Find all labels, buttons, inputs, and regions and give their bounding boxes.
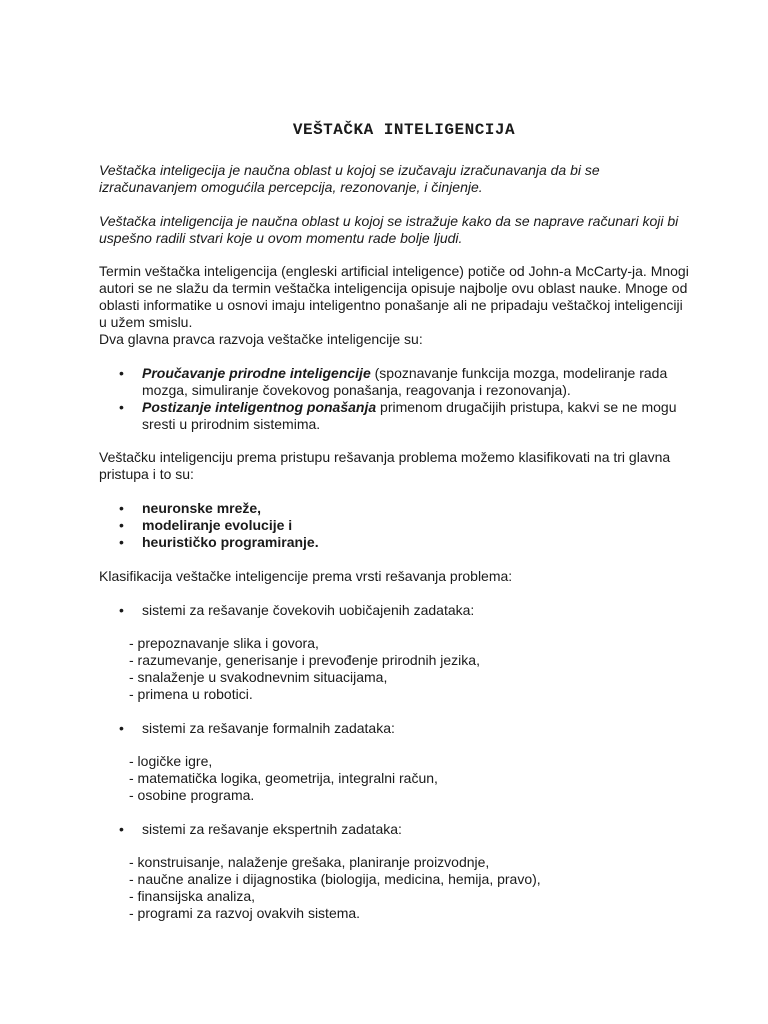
approach-label: heurističko programiranje. bbox=[142, 534, 319, 550]
intro2-line-2: uspešno radili stvari koje u ovom momentu rade bolje ljudi. bbox=[99, 230, 463, 246]
group-item: - osobine programa. bbox=[129, 787, 255, 803]
approach-label: modeliranje evolucije i bbox=[142, 517, 293, 533]
term-paragraph bbox=[99, 263, 709, 348]
group-items bbox=[129, 753, 438, 804]
approach-paragraph bbox=[99, 449, 709, 483]
intro-paragraph-1 bbox=[99, 162, 709, 196]
bullet: • bbox=[119, 602, 124, 618]
group-item: - finansijska analiza, bbox=[129, 888, 256, 904]
group-item: - naučne analize i dijagnostika (biologija, medicina, hemija, pravo), bbox=[129, 871, 541, 887]
group-item: - logičke igre, bbox=[129, 753, 213, 769]
approach-line-1: Veštačku inteligenciju prema pristupu rešavanja problema možemo klasifikovati na tri glavna bbox=[99, 449, 671, 465]
group-item: - snalaženje u svakodnevnim situacijama, bbox=[129, 669, 388, 685]
bullet: • bbox=[119, 720, 124, 736]
group-item: - programi za razvoj ovakvih sistema. bbox=[129, 905, 361, 921]
para-line-1: Termin veštačka inteligencija (engleski artificial inteligence) potiče od John-a McCarty-ja. Mnogi bbox=[99, 263, 689, 279]
document-title: VEŠTAČKA INTELIGENCIJA bbox=[292, 121, 516, 139]
para-line-4: u užem smislu. bbox=[99, 314, 193, 330]
group-items bbox=[129, 635, 480, 703]
group-item: - prepoznavanje slika i govora, bbox=[129, 635, 319, 651]
para-line-3: oblasti informatike u osnovi imaju inteligentno ponašanje ali ne pripadaju veštačkoj inteligenciji bbox=[99, 297, 683, 313]
group-items bbox=[129, 854, 541, 922]
group-item: - razumevanje, generisanje i prevođenje prirodnih jezika, bbox=[129, 652, 480, 668]
group-label: sistemi za rešavanje formalnih zadataka: bbox=[142, 720, 395, 736]
group-item: - matematička logika, geometrija, integralni račun, bbox=[129, 770, 438, 786]
bullet: • bbox=[119, 821, 124, 837]
approach-line-2: pristupa i to su: bbox=[99, 466, 194, 482]
group-item: - primena u robotici. bbox=[129, 686, 253, 702]
bullet: • bbox=[119, 365, 124, 381]
direction-text-line-2: sresti u prirodnim sistemima. bbox=[142, 416, 321, 432]
classification-intro: Klasifikacija veštačke inteligencije prema vrsti rešavanja problema: bbox=[99, 568, 513, 584]
intro-paragraph-2 bbox=[99, 213, 709, 247]
direction-text-line-2: mozga, simuliranje čovekovog ponašanja, reagovanja i rezonovanja). bbox=[142, 382, 571, 398]
intro2-line-1: Veštačka inteligencija je naučna oblast u kojoj se istražuje kako da se naprave računari koji bi bbox=[99, 213, 679, 229]
direction-text: primenom drugačijih pristupa, kakvi se ne mogu bbox=[376, 399, 677, 415]
bullet: • bbox=[119, 534, 124, 550]
direction-text: (spoznavanje funkcija mozga, modeliranje rada bbox=[370, 365, 668, 381]
para-line-5: Dva glavna pravca razvoja veštačke inteligencije su: bbox=[99, 331, 423, 347]
intro1-line-1: Veštačka inteligecija je naučna oblast u kojoj se izučavaju izračunavanja da bi se bbox=[99, 162, 600, 178]
group-item: - konstruisanje, nalaženje grešaka, planiranje proizvodnje, bbox=[129, 854, 490, 870]
bullet: • bbox=[119, 500, 124, 516]
approach-label: neuronske mreže, bbox=[142, 500, 262, 516]
direction-title: Postizanje inteligentnog ponašanja bbox=[142, 399, 377, 415]
intro1-line-2: izračunavanjem omogućila percepcija, rezonovanje, i činjenje. bbox=[99, 179, 483, 195]
para-line-2: autori se ne slažu da termin veštačka inteligencija opisuje najbolje ovu oblast nauke. Mnoge od bbox=[99, 280, 688, 296]
group-label: sistemi za rešavanje ekspertnih zadataka: bbox=[142, 821, 402, 837]
bullet: • bbox=[119, 399, 124, 415]
group-label: sistemi za rešavanje čovekovih uobičajenih zadataka: bbox=[142, 602, 475, 618]
direction-title: Proučavanje prirodne inteligencije bbox=[142, 365, 371, 381]
bullet: • bbox=[119, 517, 124, 533]
